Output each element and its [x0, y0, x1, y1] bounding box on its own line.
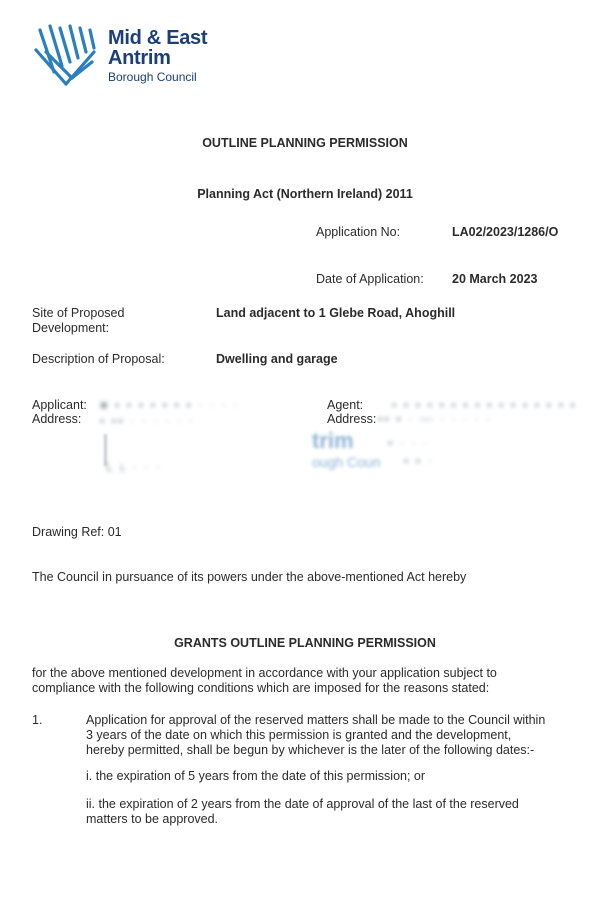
- site-label-line2: Development:: [32, 321, 110, 335]
- condition-1-line3: hereby permitted, shall be begun by whichever is the later of the following dates:-: [86, 743, 535, 757]
- applicant-label: Applicant:: [32, 398, 87, 412]
- date-of-application-label: Date of Application:: [316, 272, 424, 286]
- condition-number: 1.: [32, 713, 43, 727]
- applicant-redacted-block: ■ ▪ ▪ ▪ ▪ ▪ ▪ ▪ · · · · ▪ ▪▪ · · · · · · L ʟ · · ·: [100, 398, 240, 474]
- agent-label: Agent:: [327, 398, 364, 412]
- condition-1-ii-line2: matters to be approved.: [86, 812, 219, 826]
- site-value: Land adjacent to 1 Glebe Road, Ahoghill: [216, 306, 456, 320]
- application-no-label: Application No:: [316, 225, 401, 239]
- drawing-ref: Drawing Ref: 01: [32, 525, 122, 539]
- condition-1-line2: 3 years of the date on which this permission is granted and the development,: [86, 728, 512, 742]
- act-heading: Planning Act (Northern Ireland) 2011: [197, 187, 413, 201]
- council-name-line2: Antrim: [108, 47, 171, 69]
- condition-1-ii-line1: ii. the expiration of 2 years from the date of approval of the last of the reserved: [86, 797, 519, 811]
- grants-heading: GRANTS OUTLINE PLANNING PERMISSION: [174, 636, 436, 650]
- statement-line1: for the above mentioned development in accordance with your application subject to: [32, 666, 497, 680]
- date-of-application-value: 20 March 2023: [452, 272, 538, 286]
- applicant-address-label: Address:: [32, 412, 82, 426]
- condition-1-i: i. the expiration of 5 years from the date of this permission; or: [86, 769, 426, 783]
- document-title: OUTLINE PLANNING PERMISSION: [202, 136, 408, 150]
- council-name-line1: Mid & East: [108, 27, 208, 49]
- agent-address-label: Address:: [327, 412, 377, 426]
- agent-watermark-line2: ough Coun: [312, 454, 381, 470]
- condition-1-line1: Application for approval of the reserved matters shall be made to the Council within: [86, 713, 546, 727]
- description-label: Description of Proposal:: [32, 352, 165, 366]
- agent-watermark-line1: trim: [312, 428, 354, 453]
- agent-redacted-block: ▪ ▪ ▪ ▪ ▪ ▪ ▪ ▪ ▪ ▪ ▪ ▪ ▪ ▪ ▪ ▪ ▪▪ ▪ · — · · · · · trim ▪ · · · ough Coun ▪ ▪ ·: [312, 398, 577, 470]
- council-name-line3: Borough Council: [108, 70, 197, 84]
- intro-text: The Council in pursuance of its powers under the above-mentioned Act hereby: [32, 570, 467, 584]
- site-label-line1: Site of Proposed: [32, 306, 125, 320]
- application-no-value: LA02/2023/1286/O: [452, 225, 559, 239]
- council-logo-icon: [32, 22, 100, 88]
- description-value: Dwelling and garage: [216, 352, 338, 366]
- statement-line2: compliance with the following conditions which are imposed for the reasons stated:: [32, 681, 490, 695]
